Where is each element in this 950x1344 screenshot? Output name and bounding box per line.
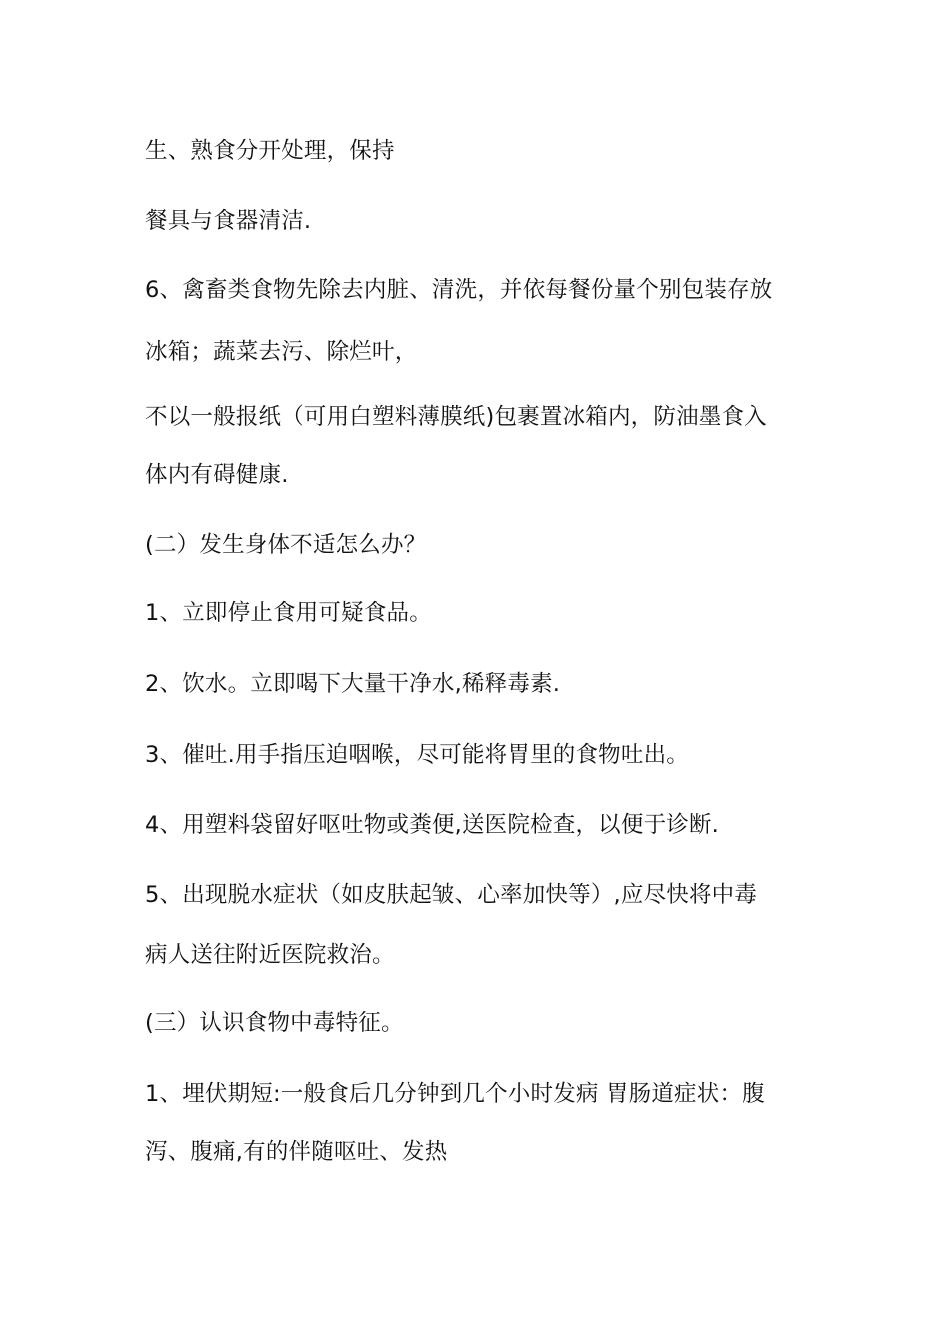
text-line: 餐具与食器清洁.	[145, 208, 312, 234]
text-line: 泻、腹痛,有的伴随呕吐、发热	[145, 1139, 448, 1165]
text-line: 体内有碍健康.	[145, 462, 289, 488]
text-line: 不以一般报纸（可用白塑料薄膜纸)包裹置冰箱内，防油墨食入	[145, 404, 767, 430]
list-item: 4、用塑料袋留好呕吐物或粪便,送医院检查，以便于诊断.	[145, 812, 720, 838]
section-heading: (三）认识食物中毒特征。	[145, 1010, 404, 1036]
list-item: 1、立即停止食用可疑食品。	[145, 600, 432, 626]
text-line: 冰箱；蔬菜去污、除烂叶，	[145, 339, 418, 365]
list-item: 1、埋伏期短:一般食后几分钟到几个小时发病 胃肠道症状：腹	[145, 1081, 765, 1107]
list-item: 3、催吐.用手指压迫咽喉，尽可能将胃里的食物吐出。	[145, 742, 689, 768]
text-line: 病人送往附近医院救治。	[145, 942, 395, 968]
section-heading: (二）发生身体不适怎么办？	[145, 532, 427, 558]
list-item: 2、饮水。立即喝下大量干净水,稀释毒素.	[145, 671, 561, 697]
list-item: 5、出现脱水症状（如皮肤起皱、心率加快等）,应尽快将中毒	[145, 882, 758, 908]
text-line: 生、熟食分开处理，保持	[145, 138, 395, 164]
text-line: 6、禽畜类食物先除去内脏、清洗，并依每餐份量个别包装存放	[145, 277, 773, 303]
